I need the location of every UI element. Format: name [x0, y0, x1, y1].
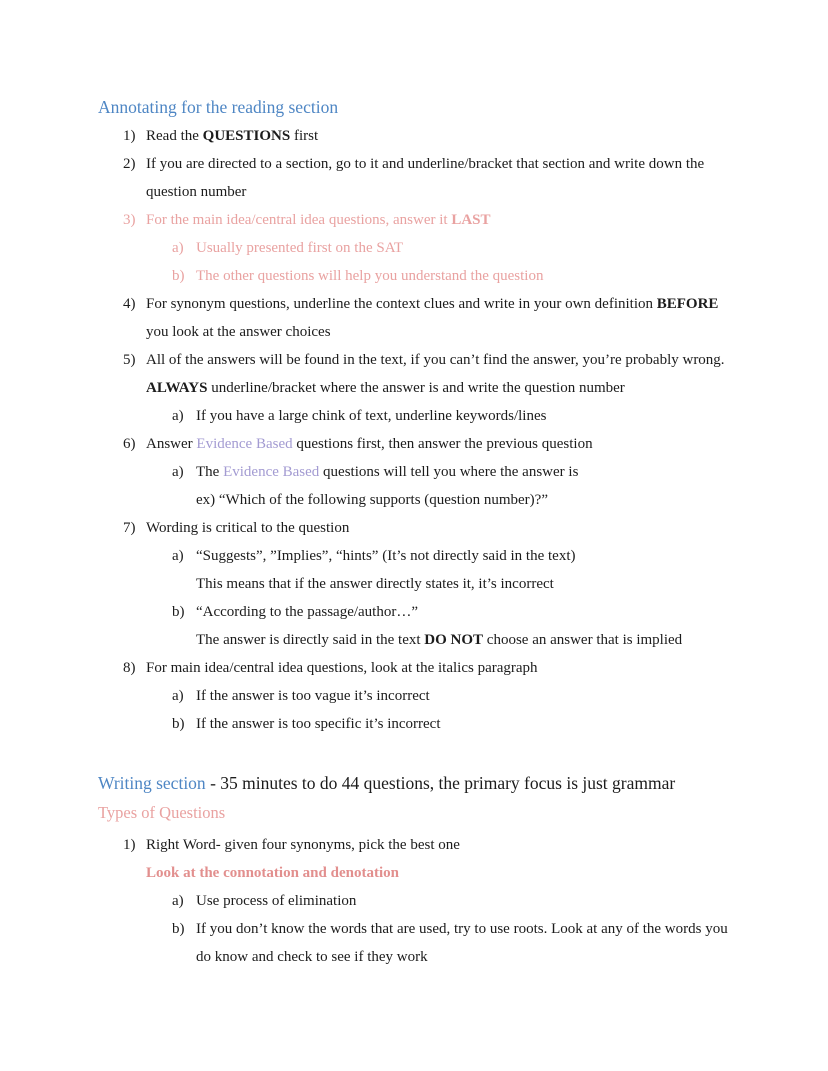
list-item-content: [196, 234, 730, 262]
text-line: [196, 486, 730, 514]
text-line: [146, 346, 730, 402]
types-of-questions-subheading: [98, 798, 730, 828]
text-line: [196, 887, 730, 915]
list-item-content: [196, 458, 730, 514]
text-segment: - 35 minutes to do 44 questions, the primary focus is just grammar: [205, 773, 676, 793]
text-segment: Evidence Based: [196, 436, 293, 452]
list-item-content: [196, 402, 730, 430]
text-line: [196, 626, 730, 654]
text-segment: Types of Questions: [98, 803, 226, 822]
list-marker: b): [172, 716, 185, 732]
list-item: [123, 430, 730, 458]
text-segment: Wording is critical to the question: [146, 520, 350, 536]
text-segment: The other questions will help you understand the question: [196, 268, 544, 284]
list-item: [172, 682, 730, 710]
text-line: [196, 570, 730, 598]
text-segment: “According to the passage/author…”: [196, 604, 419, 620]
list-item-content: [196, 262, 730, 290]
text-segment: Evidence Based: [223, 464, 320, 480]
text-segment: If you are directed to a section, go to it and underline/bracket that section and write down the question number: [146, 156, 705, 200]
list-item-content: [146, 831, 730, 887]
list-item: [172, 458, 730, 514]
list-marker: a): [172, 548, 184, 564]
text-segment: underline/bracket where the answer is and write the question number: [207, 380, 625, 396]
text-segment: The: [196, 464, 224, 480]
list-item: [172, 710, 730, 738]
list-item: [123, 290, 730, 346]
text-line: [196, 682, 730, 710]
list-item: [172, 262, 730, 290]
list-marker: b): [172, 604, 185, 620]
list-item: [123, 150, 730, 206]
text-segment: choose an answer that is implied: [483, 632, 683, 648]
list-item: [172, 915, 730, 971]
list-item: [123, 122, 730, 150]
text-segment: BEFORE: [656, 296, 719, 312]
list-item-content: [146, 150, 730, 206]
list-item: [172, 598, 730, 654]
list-marker: a): [172, 893, 184, 909]
text-segment: ex) “Which of the following supports (question number)?”: [196, 492, 548, 508]
text-segment: QUESTIONS: [202, 128, 291, 144]
text-segment: Annotating for the reading section: [98, 97, 339, 117]
list-item: [172, 402, 730, 430]
text-segment: All of the answers will be found in the text, if you can’t find the answer, you’re probably wrong.: [146, 352, 725, 368]
list-item-content: [146, 654, 730, 682]
writing-section-heading: [98, 768, 730, 798]
text-segment: DO NOT: [424, 632, 484, 648]
text-line: [146, 122, 730, 150]
text-segment: Writing section: [98, 773, 206, 793]
text-segment: first: [290, 128, 319, 144]
text-line: [146, 859, 730, 887]
list-marker: 7): [123, 520, 136, 536]
list-item: [123, 654, 730, 682]
text-line: [146, 514, 730, 542]
text-segment: LAST: [451, 212, 491, 228]
text-segment: This means that if the answer directly states it, it’s incorrect: [196, 576, 554, 592]
text-segment: Look at the connotation and denotation: [146, 865, 399, 881]
list-item-content: [196, 598, 730, 654]
text-segment: If you don’t know the words that are used, try to use roots. Look at any of the words you do know and check to see if they work: [196, 921, 728, 965]
list-marker: 6): [123, 436, 136, 452]
reading-section-heading: [98, 92, 730, 122]
list-item-content: [146, 430, 730, 458]
list-item-content: [146, 206, 730, 234]
list-item: [123, 514, 730, 542]
text-segment: Usually presented first on the SAT: [196, 240, 404, 256]
text-segment: Right Word- given four synonyms, pick the best one: [146, 837, 460, 853]
text-segment: ALWAYS: [146, 380, 208, 396]
list-marker: 1): [123, 128, 136, 144]
list-marker: a): [172, 464, 184, 480]
text-line: [146, 150, 730, 206]
list-item: [172, 234, 730, 262]
list-item: [123, 831, 730, 887]
text-segment: For synonym questions, underline the context clues and write in your own definition: [146, 296, 657, 312]
list-item-content: [146, 514, 730, 542]
text-segment: questions first, then answer the previous question: [292, 436, 593, 452]
text-segment: you look at the answer choices: [146, 324, 331, 340]
list-marker: 4): [123, 296, 136, 312]
list-item: [123, 346, 730, 402]
text-line: [146, 290, 730, 346]
list-marker: a): [172, 240, 184, 256]
text-segment: If the answer is too vague it’s incorrect: [196, 688, 430, 704]
text-line: [196, 598, 730, 626]
list-marker: 2): [123, 156, 136, 172]
text-line: [146, 430, 730, 458]
text-segment: If you have a large chink of text, underline keywords/lines: [196, 408, 547, 424]
text-line: [146, 831, 730, 859]
list-item-content: [196, 887, 730, 915]
text-line: [196, 234, 730, 262]
text-segment: If the answer is too specific it’s incorrect: [196, 716, 441, 732]
text-segment: Use process of elimination: [196, 893, 357, 909]
text-line: [146, 206, 730, 234]
list-item-content: [146, 122, 730, 150]
list-marker: b): [172, 268, 185, 284]
list-marker: 3): [123, 212, 136, 228]
text-segment: questions will tell you where the answer is: [319, 464, 579, 480]
list-item-content: [196, 710, 730, 738]
text-segment: The answer is directly said in the text: [196, 632, 425, 648]
text-segment: For main idea/central idea questions, look at the italics paragraph: [146, 660, 538, 676]
list-item-content: [146, 290, 730, 346]
list-item: [172, 887, 730, 915]
document-content: [98, 92, 730, 971]
text-line: [196, 402, 730, 430]
text-line: [196, 915, 730, 971]
list-marker: a): [172, 408, 184, 424]
list-item-content: [196, 542, 730, 598]
text-line: [196, 458, 730, 486]
list-item: [123, 206, 730, 234]
text-line: [196, 262, 730, 290]
text-segment: “Suggests”, ”Implies”, “hints” (It’s not directly said in the text): [196, 548, 576, 564]
list-item-content: [196, 682, 730, 710]
list-item-content: [146, 346, 730, 402]
list-marker: 5): [123, 352, 136, 368]
text-line: [196, 710, 730, 738]
text-line: [146, 654, 730, 682]
list-item-content: [196, 915, 730, 971]
list-marker: a): [172, 688, 184, 704]
list-item: [172, 542, 730, 598]
list-marker: 8): [123, 660, 136, 676]
list-marker: b): [172, 921, 185, 937]
text-segment: Read the: [146, 128, 203, 144]
list-marker: 1): [123, 837, 136, 853]
text-line: [196, 542, 730, 570]
text-segment: Answer: [146, 436, 197, 452]
text-segment: For the main idea/central idea questions, answer it: [146, 212, 452, 228]
